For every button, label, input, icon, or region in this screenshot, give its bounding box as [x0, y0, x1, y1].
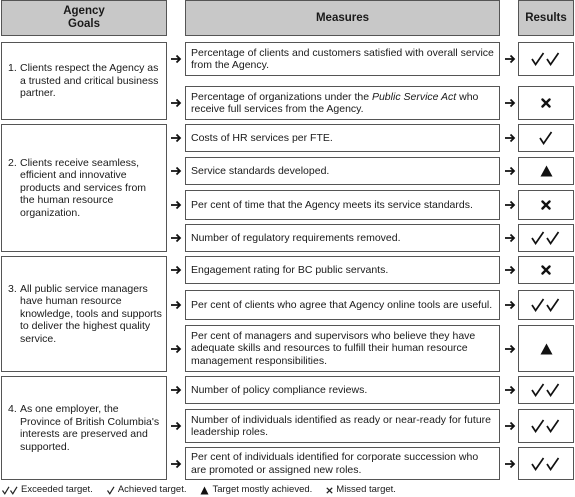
measure-cell	[185, 42, 500, 76]
arrow-right-icon	[170, 458, 182, 470]
x-icon	[541, 200, 551, 210]
arrow-right-icon	[170, 232, 182, 244]
arrow-right-icon	[170, 420, 182, 432]
legend-mostly-label: Target mostly achieved.	[212, 484, 313, 495]
double-check-icon	[531, 383, 561, 397]
arrow-right-icon	[504, 299, 516, 311]
goal-text: All public service managers have human resource knowledge, tools and supports to deliver the highest quality service.	[20, 282, 162, 345]
header-goals-label: Agency Goals	[63, 5, 105, 30]
goal-number: 3.	[8, 282, 17, 295]
measure-cell	[185, 447, 500, 480]
double-check-icon	[531, 419, 561, 433]
goal-2	[1, 124, 167, 252]
measure-cell	[185, 124, 500, 152]
measure-text: Percentage of clients and customers satisfied with overall service from the Agency.	[191, 46, 494, 71]
measure-cell	[185, 157, 500, 185]
measure-text: Service standards developed.	[191, 164, 330, 177]
result-cell-exceeded	[518, 224, 574, 252]
legend-missed-label: Missed target.	[336, 484, 396, 495]
result-cell-exceeded	[518, 42, 574, 76]
header-results	[518, 0, 574, 36]
arrow-right-icon	[170, 264, 182, 276]
measure-text: Number of individuals identified as ready or near-ready for future leadership roles.	[191, 413, 491, 438]
arrow-right-icon	[504, 384, 516, 396]
measure-cell	[185, 86, 500, 120]
double-check-icon	[531, 52, 561, 66]
header-measures-label: Measures	[315, 11, 370, 24]
measure-text: Number of regulatory requirements removed.	[191, 231, 401, 244]
measure-cell	[185, 224, 500, 252]
measure-text: Percentage of organizations under the Public Service Act who receive full services from the Agency.	[191, 90, 479, 115]
header-results-label: Results	[525, 11, 567, 24]
goal-1	[1, 42, 167, 120]
arrow-right-icon	[504, 53, 516, 65]
legend-missed	[326, 484, 396, 496]
triangle-icon	[540, 343, 553, 355]
arrow-right-icon	[504, 132, 516, 144]
arrow-right-icon	[504, 420, 516, 432]
measure-text: Per cent of time that the Agency meets its service standards.	[191, 198, 473, 211]
header-agency-goals	[1, 0, 167, 36]
legend-exceeded-label: Exceeded target.	[21, 484, 93, 495]
goal-3	[1, 256, 167, 372]
measure-text: Per cent of individuals identified for corporate succession who are promoted or assigned new roles.	[191, 451, 479, 476]
result-cell-achieved	[518, 124, 574, 152]
header-measures	[185, 0, 500, 36]
goal-number: 4.	[8, 403, 17, 415]
result-cell-exceeded	[518, 376, 574, 404]
arrow-right-icon	[170, 384, 182, 396]
result-cell-exceeded	[518, 409, 574, 443]
arrow-right-icon	[170, 199, 182, 211]
goal-number: 1.	[8, 62, 17, 75]
result-cell-exceeded	[518, 290, 574, 320]
check-icon	[107, 486, 115, 495]
measure-cell	[185, 376, 500, 404]
arrow-right-icon	[170, 53, 182, 65]
goal-text: As one employer, the Province of British Columbia's interests are preserved and supported.	[20, 403, 160, 453]
arrow-right-icon	[504, 199, 516, 211]
double-check-icon	[2, 486, 18, 495]
result-cell-exceeded	[518, 447, 574, 480]
triangle-icon	[200, 486, 209, 495]
legend-mostly	[200, 484, 312, 496]
measure-cell	[185, 325, 500, 372]
x-icon	[326, 487, 333, 494]
measure-text: Per cent of managers and supervisors who believe they have adequate skills and resources to fulfill their human resource management responsibilities.	[191, 329, 476, 367]
legend-achieved	[107, 484, 187, 496]
arrow-right-icon	[504, 165, 516, 177]
result-cell-missed	[518, 256, 574, 284]
arrow-right-icon	[504, 232, 516, 244]
result-cell-missed	[518, 86, 574, 120]
result-cell-mostly	[518, 325, 574, 372]
legend-achieved-label: Achieved target.	[117, 484, 187, 495]
goal-text: Clients respect the Agency as a trusted and critical business partner.	[20, 62, 159, 100]
arrow-right-icon	[170, 97, 182, 109]
measure-cell	[185, 409, 500, 443]
result-cell-mostly	[518, 157, 574, 185]
x-icon	[541, 98, 551, 108]
measure-text: Engagement rating for BC public servants.	[191, 263, 389, 276]
double-check-icon	[531, 457, 561, 471]
arrow-right-icon	[170, 165, 182, 177]
check-icon	[539, 131, 553, 145]
measure-cell	[185, 256, 500, 284]
legend	[2, 484, 410, 496]
result-cell-missed	[518, 190, 574, 220]
arrow-right-icon	[504, 264, 516, 276]
arrow-right-icon	[170, 343, 182, 355]
arrow-right-icon	[504, 343, 516, 355]
double-check-icon	[531, 231, 561, 245]
double-check-icon	[531, 298, 561, 312]
measure-cell	[185, 290, 500, 320]
measure-text: Number of policy compliance reviews.	[191, 383, 368, 396]
measure-cell	[185, 190, 500, 220]
triangle-icon	[540, 165, 553, 177]
measure-text: Costs of HR services per FTE.	[191, 131, 333, 144]
arrow-right-icon	[170, 132, 182, 144]
legend-exceeded	[2, 484, 93, 496]
goal-text: Clients receive seamless, efficient and innovative products and services from the human resource organization.	[20, 156, 147, 219]
goal-number: 2.	[8, 156, 17, 169]
goal-4	[1, 376, 167, 480]
arrow-right-icon	[504, 97, 516, 109]
x-icon	[541, 265, 551, 275]
arrow-right-icon	[504, 458, 516, 470]
arrow-right-icon	[170, 299, 182, 311]
measure-text: Per cent of clients who agree that Agency online tools are useful.	[191, 298, 493, 311]
